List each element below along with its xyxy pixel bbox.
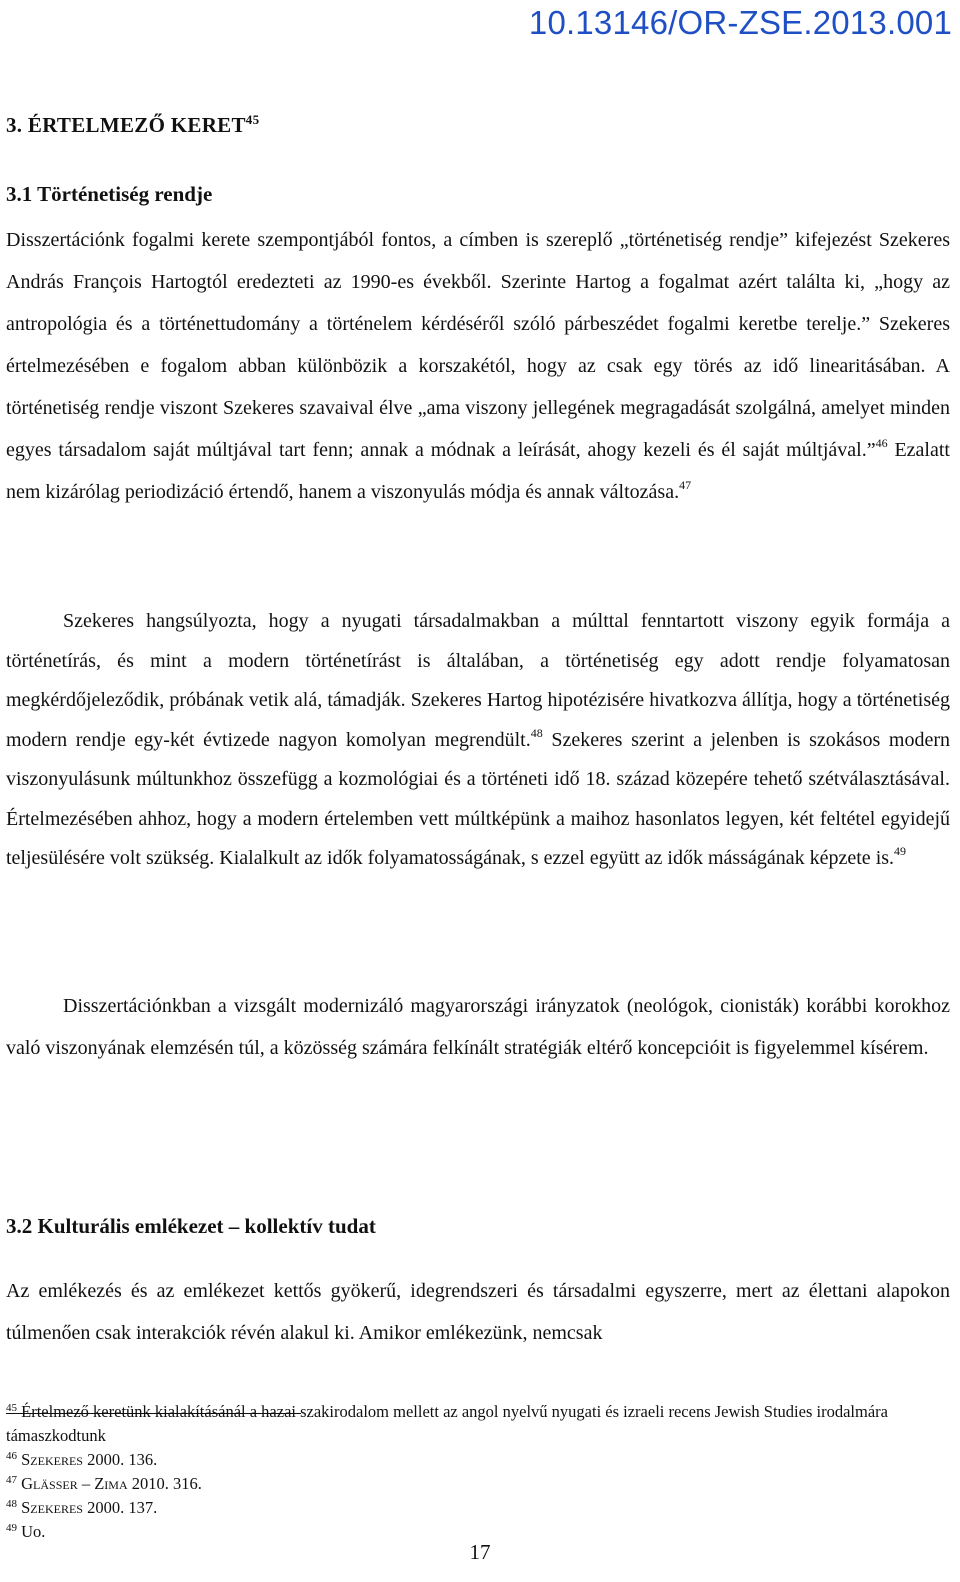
footnote-number: 46 [6,1450,17,1462]
section-heading-3-2: 3.2 Kulturális emlékezet – kollektív tudat [6,1214,376,1238]
paragraph-text: Szekeres hangsúlyozta, hogy a nyugati társadalmakban a múlttal fenntartott viszony egyik formája a történetírás, és mint a modern történetírást is általában, a történetiség egy adott rendje folyamatosan megkérdőjeleződik, próbának vetik alá, támadják. Szekeres Hartog hipotézisére hivatkozva állítja, hogy a történetiség modern rendje egy-két évtizede nagyon komolyan megrendült. [6,610,950,751]
footnote-text: 2000. 137. [82,1498,158,1517]
paragraph-3-1-b [6,602,950,879]
footnote-number: 48 [6,1498,17,1510]
footnote-number: 49 [6,1522,17,1534]
footnote-text: Uo. [21,1522,46,1541]
footnote-text: 2000. 136. [82,1450,158,1469]
footnote-number: 47 [6,1474,17,1486]
footnote-48 [6,1496,950,1520]
paragraph-3-1-c: Disszertációnkban a vizsgált modernizáló magyarországi irányzatok (neológok, cionisták) korábbi korokhoz való viszonyának elemzésén túl, a közösség számára felkínált stratégiák eltérő koncepcióit is figyelemmel kísérem. [6,995,950,1059]
footnote-ref-48: 48 [530,725,543,740]
footnote-ref-45: 45 [245,112,260,127]
footnote-ref-49: 49 [894,844,907,858]
footnote-ref-46: 46 [875,436,888,450]
footnote-text: Értelmező keretünk kialakításánál a hazai szakirodalom mellett az angol nyelvű nyugati és izraeli recens Jewish Studies irodalmára támaszkodtunk [6,1402,888,1445]
footnote-ref-47: 47 [679,478,692,492]
paragraph-text: Disszertációnk fogalmi kerete szempontjából fontos, a címben is szereplő „történetiség rendje” kifejezést Szekeres András François Hartogtól eredezteti az 1990-es évekből. Szerinte Hartog a fogalmat azért találta ki, „hogy az antropológia és a történettudomány a történelem kérdéséről szóló párbeszédet fogalmi keretbe terelje.” Szekeres értelmezésében e fogalom abban különbözik a korszakétól, hogy az csak egy törés az idő linearitásában. A történetiség rendje viszont Szekeres szavaival élve „ama viszony jellegének megragadását szolgálná, amelyet minden egyes társadalom saját múltjával tart fenn; annak a módnak a leírását, ahogy kezeli és él saját múltjával.” [6,229,950,461]
footnote-text: 2010. 316. [127,1474,202,1493]
paragraph-text: Ezalatt nem kizárólag periodizáció értendő, hanem a viszonyulás módja és annak változása. [6,439,950,503]
chapter-heading [6,112,259,138]
paragraph-text: Szekeres szerint a jelenben is szokásos modern viszonyulásunk múltunkhoz összefügg a kozmológiai és a történeti idő 18. század közepére tehető szétválasztásával. Értelmezésében ahhoz, hogy a modern értelemben vett múltképünk a maihoz hasonlatos legyen, két feltétel egyidejű teljesülésére volt szükség. Kialalkult az idők folyamatosságának, s ezzel együtt az idők másságának képzete is. [6,728,951,869]
page-number: 17 [469,1540,491,1564]
footnote-author: Szekeres [21,1498,83,1517]
footnotes [6,1397,950,1544]
section-heading-3-1: 3.1 Történetiség rendje [6,182,213,206]
footnote-46 [6,1448,950,1472]
footnote-45 [6,1400,950,1448]
paragraph-3-2-a: Az emlékezés és az emlékezet kettős gyökerű, idegrendszeri és társadalmi egyszerre, mert az élettani alapokon túlmenően csak interakciók révén alakul ki. Amikor emlékezünk, nemcsak [6,1280,950,1344]
chapter-title: 3. ÉRTELMEZŐ KERET [6,113,246,137]
footnote-number: 45 [6,1402,17,1414]
footnote-47 [6,1472,950,1496]
paragraph-3-1-a [6,219,950,513]
doi-header: 10.13146/OR-ZSE.2013.001 [528,4,952,41]
footnote-author: Glässer – Zima [21,1474,128,1493]
footnote-author: Szekeres [21,1450,83,1469]
